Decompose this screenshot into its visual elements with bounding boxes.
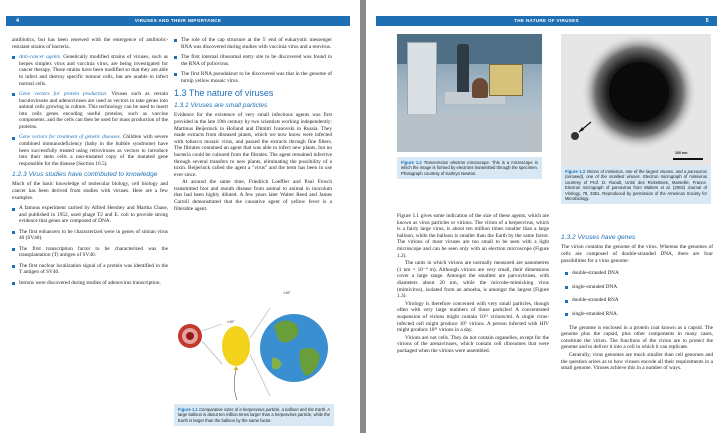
left-column-2 (174, 37, 332, 213)
section-heading: 1.3 The nature of viruses (174, 87, 274, 98)
left-column-1 (12, 37, 168, 290)
scale-label: ×10⁷ (283, 291, 291, 295)
list-item: Anti-cancer agents. Genetically modified strains of viruses, such as herpes simplex virus and vaccinia virus, are being investigated for cancer therapy. These strains have been modified so that they are able to infect and destroy specific tumour cells, but are unable to infect normal cells. (12, 54, 168, 87)
scale-bar-label: 100 nm (675, 151, 688, 155)
running-title: THE NATURE OF VIRUSES (514, 18, 579, 23)
body-paragraph: Virions are not cells. They do not contain organelles, except for the virions of the arenaviruses, which contain cell ribosomes that were packaged when the virions were assembled. (397, 334, 549, 354)
running-title: VIRUSES AND THEIR IMPORTANCE (134, 18, 222, 23)
body-paragraph: The virion contains the genome of the virus. Whereas the genomes of cells are composed of double-stranded DNA, there are four possibilities for a virus genome: (561, 244, 713, 264)
list-item: The first internal ribosomal entry site to be discovered was found in the RNA of poliovirus. (174, 54, 332, 67)
list-item: Gene vectors for protein production. Viruses such as certain baculoviruses and adenoviruses are used as vectors to take genes into animal cells growing in culture. This technology can be used to insert into cells genes encoding useful proteins, such as vaccine components, and the cells can then be used for mass production of the proteins. (12, 91, 168, 131)
running-header (376, 16, 717, 26)
subsection-heading: 1.3.2 Viruses have genes (561, 234, 636, 241)
body-paragraph: The genome is enclosed in a protein coat known as a capsid. The genome plus the capsid, plus other components in many cases, constitute the virion. The functions of the virion are to protect the genome and to deliver it into a cell in which it can replicate. (561, 324, 713, 351)
mimivirus-micrograph (561, 34, 711, 166)
body-paragraph: Much of the basic knowledge of molecular biology, cell biology and cancer has been derived from studies with viruses. Here are a few examples. (12, 181, 168, 201)
right-column-2 (561, 234, 713, 373)
list-item: single-stranded DNA (565, 284, 713, 291)
left-page (0, 0, 360, 433)
list-item: double-stranded RNA (565, 297, 713, 304)
balloon (222, 326, 250, 400)
right-column-1 (397, 213, 549, 355)
list-item: Introns were discovered during studies of adenovirus transcription. (12, 280, 168, 287)
body-paragraph: The units in which virions are normally measured are nanometres (1 nm = 10⁻⁹ m). Although virions are very small, their dimensions cover a large range. Amongst the smallest are parvoviruses, with diameters about 20 nm, while the microbe-mimicking virus (mimivirus), isolated from an amoeba, is amongst the largest (Figure 1.3). (397, 260, 549, 300)
list-item: Gene vectors for treatment of genetic diseases. Children with severe combined immunodeficiency (baby in the bubble syndrome) have been successfully treated using retroviruses as vectors to introduce into their stem cells a non-mutated copy of the mutated gene responsible for the disease (Section 16.5). (12, 134, 168, 167)
page-number: 4 (16, 18, 20, 24)
body-paragraph: At around the same time, Friedrich Loeffler and Paul Frosch transmitted foot and mouth disease from animal to animal in inoculum that had been highly diluted. A few years later Walter Reed and James Carroll demonstrated that the causative agent of yellow fever is a filterable agent. (174, 179, 332, 212)
body-paragraph: Generally, virus genomes are much smaller than cell genomes and the question arises as to how viruses encode all their requirements in a small genome. Viruses achieve this in a number of ways. (561, 351, 713, 372)
subsection-heading: 1.2.3 Virus studies have contributed to knowledge (12, 171, 158, 179)
herpesvirus-particle (178, 324, 202, 348)
list-item: The role of the cap structure at the 5′ end of eukaryotic messenger RNA was discovered during studies with vaccinia virus and a reovirus. (174, 37, 332, 50)
body-paragraph: Virology is therefore concerned with very small particles, though often with very large numbers of those particles! A concentrated suspension of virions might contain 10¹² virions/ml. A single virus-infected cell might produce 10⁵ virions. A person infected with HIV might produce 10¹¹ virions in a day. (397, 300, 549, 334)
body-paragraph: Evidence for the existence of very small infectious agents was first provided in the late 19th century by two scientists working independently: Martinus Beijerinck in Holland and Dimitri Ivanovski in Russia. They made extracts from diseased plants, which we now know were infected with tobacco mosaic virus, and passed the extracts through fine filters. The filtrates contained an agent that was able to infect new plants, but no bacteria could be cultured from the filtrates. The agent remained infective through several transfers to new plants, eliminating the possibility of a toxin. Beijerinck called the agent a "virus" and the term has been in use ever since. (174, 112, 332, 178)
figure-caption: Figure 1.1 Comparative sizes of a herpesvirus particle, a balloon and the Earth. A large balloon is about ten million times larger than a herpesvirus particle, while the Earth is larger than the balloon by the same factor. (174, 404, 334, 426)
list-item: A famous experiment carried by Alfred Hershey and Martha Chase, and published in 1952, used phage T2 and E. coli to provide strong evidence that genes are composed of DNA. (12, 205, 168, 225)
uses-list (12, 54, 168, 167)
list-item: The first RNA pseudoknot to be discovered was that in the genome of turnip yellow mosaic virus. (174, 71, 332, 84)
body-paragraph: Figure 1.1 gives some indication of the size of these agents, which are known as virus particles or virions. The virion of a herpesvirus, which is a fairly large virus, is about ten million times smaller than a large balloon, while the balloon is smaller than the Earth by the same factor. The virions of most viruses are too small to be seen with a light microscope and can be seen only with an electron microscope (Figure 1.2). (397, 213, 549, 259)
earth (260, 314, 328, 382)
electron-microscope-photo (397, 34, 542, 152)
list-item: single-stranded RNA. (565, 311, 713, 318)
examples-list (12, 205, 168, 286)
subsection-heading: 1.3.1 Viruses are small particles (174, 101, 268, 109)
figure-1-3-caption: Figure 1.3 Virions of mimivirus, one of the largest viruses, and a parvovirus (arrowed), one of the smallest viruses. Electron micrograph of mimivirus courtesy of Prof. D. Raoult, Unité des Rickettsies, Marseille, France. Electron micrograph of parvovirus from Walters et al. (2004) Journal of Virology, 78, 3361. Reproduced by permission of the American Society for Microbiology. (561, 166, 711, 204)
right-page (366, 0, 725, 433)
list-item: The first transcription factor to be characterized was the transplantation (T) antigen of SV40. (12, 246, 168, 259)
running-header (6, 16, 350, 26)
list-item: The first nuclear localization signal of a protein was identified in the T antigen of SV40. (12, 263, 168, 276)
discoveries-list (174, 37, 332, 84)
list-item: double-stranded DNA (565, 270, 713, 277)
page-number: 5 (705, 18, 709, 24)
continued-paragraph: antibiotics, but has been renewed with the emergence of antibiotic-resistant strains of bacteria. (12, 37, 168, 50)
genome-types-list (565, 270, 713, 317)
figure-1-2-caption: Figure 1.2 Transmission electron microscope. This is a microscope in which the image is formed by electrons transmitted through the specimen. Photograph courtesy of Kathryn Newton. (397, 157, 542, 179)
list-item: The first enhancers to be characterized were in genes of simian virus 40 (SV40). (12, 229, 168, 242)
scale-label: ×10⁷ (227, 320, 235, 324)
